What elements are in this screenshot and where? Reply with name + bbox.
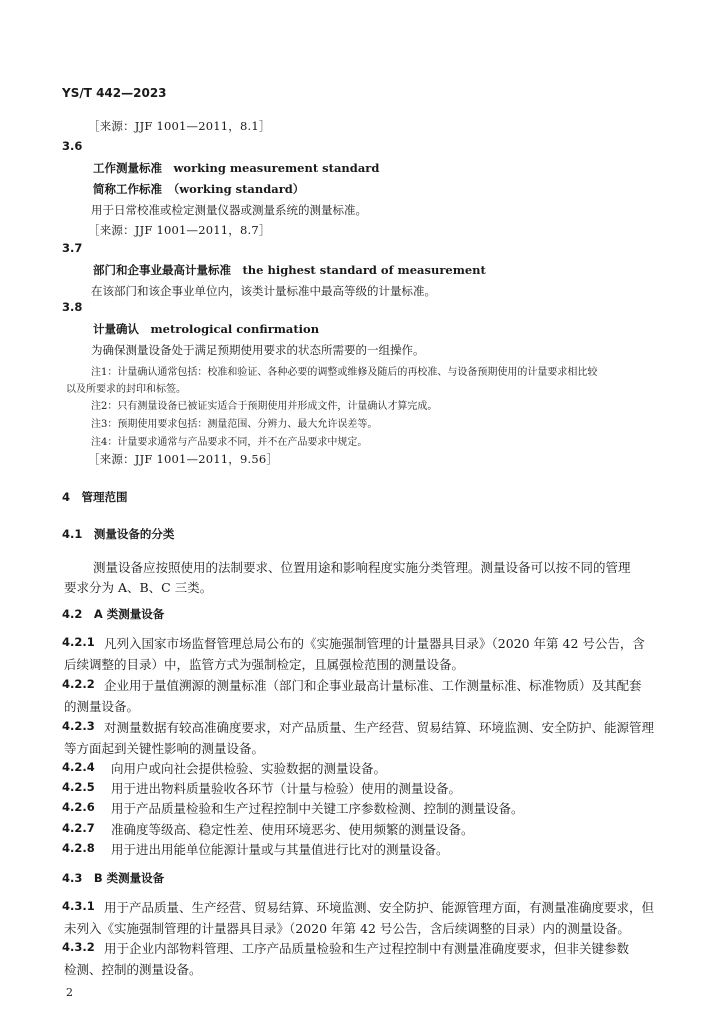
clause-number: 4.3.1	[62, 899, 95, 913]
term-title: 工作测量标准 working measurement standard	[93, 161, 380, 175]
clause-text: 的测量设备。	[64, 699, 140, 714]
clause-text: 后续调整的目录）中，监管方式为强制检定，且属强检范围的测量设备。	[64, 657, 465, 672]
note: 注2：只有测量设备已被证实适合于预期使用并形成文件，计量确认才算完成。	[91, 401, 438, 412]
clause-text: 检测、控制的测量设备。	[64, 962, 202, 977]
subsection-heading: 4.3 B 类测量设备	[62, 871, 165, 885]
clause-text: 等方面起到关键性影响的测量设备。	[64, 741, 265, 756]
term-number: 3.7	[62, 241, 83, 255]
clause-text: 向用户或向社会提供检验、实验数据的测量设备。	[111, 761, 387, 776]
note: 注4：计量要求通常与产品要求不同，并不在产品要求中规定。	[91, 437, 368, 448]
source-citation: ［来源：JJF 1001—2011，9.56］	[88, 452, 279, 466]
clause-number: 4.2.5	[62, 780, 95, 794]
clause-text: 对测量数据有较高准确度要求，对产品质量、生产经营、贸易结算、环境监测、安全防护、能源管理	[104, 720, 655, 735]
term-definition: 用于日常校准或检定测量仪器或测量系统的测量标准。	[91, 203, 367, 217]
clause-number: 4.2.7	[62, 821, 95, 835]
term-number: 3.6	[62, 139, 83, 153]
term-definition: 为确保测量设备处于满足预期使用要求的状态所需要的一组操作。	[91, 343, 425, 357]
clause-number: 4.2.2	[62, 677, 95, 691]
clause-text: 用于产品质量检验和生产过程控制中关键工序参数检测、控制的测量设备。	[111, 801, 524, 816]
clause-number: 4.2.3	[62, 719, 95, 733]
clause-number: 4.2.6	[62, 800, 95, 814]
clause-number: 4.2.8	[62, 841, 95, 855]
term-definition: 在该部门和该企事业单位内，该类计量标准中最高等级的计量标准。	[91, 284, 436, 298]
term-title: 部门和企事业最高计量标准 the highest standard of measurement	[93, 263, 486, 277]
clause-text: 准确度等级高、稳定性差、使用环境恶劣、使用频繁的测量设备。	[111, 822, 474, 837]
clause-text: 用于产品质量、生产经营、贸易结算、环境监测、安全防护、能源管理方面，有测量准确度要求，但	[104, 900, 655, 915]
clause-text: 凡列入国家市场监督管理总局公布的《实施强制管理的计量器具目录》（2020 年第 42 号公告，含	[104, 636, 645, 651]
source-citation: ［来源：JJF 1001—2011，8.1］	[88, 119, 271, 133]
note: 注1：计量确认通常包括：校准和验证、各种必要的调整或维修及随后的再校准、与设备预期使用的计量要求相比较	[91, 367, 598, 378]
subsection-heading: 4.2 A 类测量设备	[62, 607, 165, 621]
note-continuation: 以及所要求的封印和标签。	[66, 384, 186, 395]
clause-text: 用于进出物料质量验收各环节（计量与检验）使用的测量设备。	[111, 781, 462, 796]
term-number: 3.8	[62, 300, 83, 314]
paragraph-line: 测量设备应按照使用的法制要求、位置用途和影响程度实施分类管理。测量设备可以按不同的管理	[93, 560, 631, 575]
clause-text: 企业用于量值溯源的测量标准（部门和企事业最高计量标准、工作测量标准、标准物质）及其配套	[104, 678, 642, 693]
clause-number: 4.2.4	[62, 760, 95, 774]
clause-text: 未列入《实施强制管理的计量器具目录》（2020 年第 42 号公告，含后续调整的目录）内的测量设备。	[64, 921, 630, 936]
section-heading: 4 管理范围	[62, 490, 128, 504]
clause-number: 4.3.2	[62, 940, 95, 954]
source-citation: ［来源：JJF 1001—2011，8.7］	[88, 223, 271, 237]
term-alt-title: 简称工作标准 （working standard）	[93, 182, 305, 196]
clause-number: 4.2.1	[62, 635, 95, 649]
subsection-heading: 4.1 测量设备的分类	[62, 527, 175, 541]
clause-text: 用于企业内部物料管理、工序产品质量检验和生产过程控制中有测量准确度要求，但非关键参数	[104, 941, 630, 956]
page-number: 2	[66, 986, 73, 999]
paragraph-line: 要求分为 A、B、C 三类。	[64, 580, 213, 595]
term-title: 计量确认 metrological confirmation	[93, 322, 320, 336]
doc-code: YS/T 442—2023	[62, 86, 167, 100]
note: 注3：预期使用要求包括：测量范围、分辨力、最大允许误差等。	[91, 419, 378, 430]
clause-text: 用于进出用能单位能源计量或与其量值进行比对的测量设备。	[111, 842, 449, 857]
